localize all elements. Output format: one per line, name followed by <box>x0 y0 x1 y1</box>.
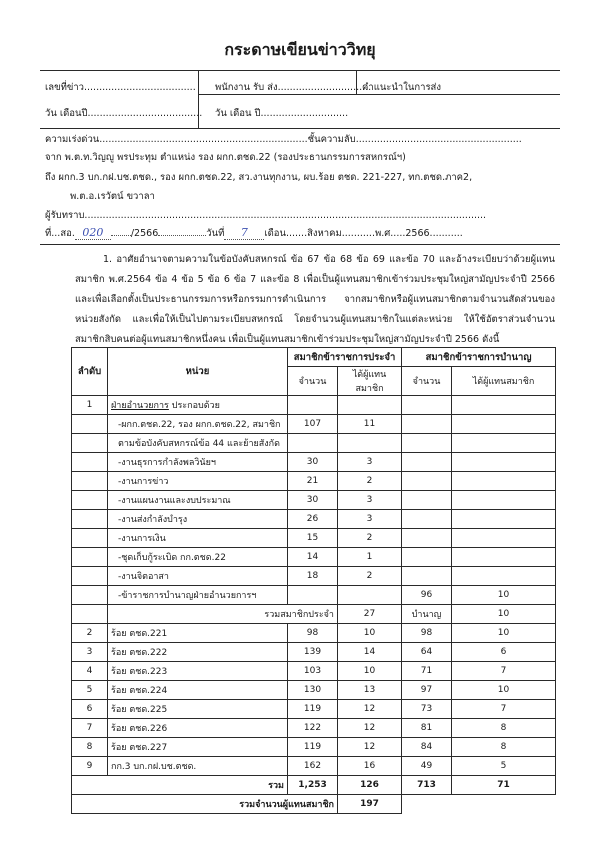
grand-total-row <box>72 795 556 814</box>
from-line: จาก พ.ต.ท.วิญญู พรประทุม ตำแหน่ง รอง ผกก.ตชด.22 (รองประธานกรรมการสหกรณ์ฯ) <box>45 152 406 163</box>
subtotal-reps: 27 <box>338 605 402 624</box>
to-line-continued: พ.ต.อ.เรวัตน์ ขวาลา <box>70 191 155 202</box>
row-unit: -ชุดเก็บกู้ระเบิด กก.ตชด.22 <box>108 548 288 567</box>
row-reps: 3 <box>338 491 402 510</box>
row-pension-reps: 5 <box>452 757 556 776</box>
table-row <box>72 681 556 700</box>
table-row <box>72 415 556 434</box>
row-count: 107 <box>288 415 338 434</box>
recipient-line: ผู้รับทราบ..................................................................................................................................... <box>45 210 487 221</box>
row-count: 130 <box>288 681 338 700</box>
row-count: 98 <box>288 624 338 643</box>
grand-total-value: 197 <box>338 795 402 814</box>
row-order: 7 <box>72 719 108 738</box>
col-unit-header: หน่วย <box>108 348 288 396</box>
row-unit: ร้อย ตชด.226 <box>108 719 288 738</box>
row-pension-reps <box>452 510 556 529</box>
date-label: วัน เดือนปี...................................... <box>45 108 203 119</box>
row-pension-count: 73 <box>402 700 452 719</box>
row-pension-count <box>402 415 452 434</box>
reference-rule <box>40 244 560 245</box>
header-bottom-rule <box>40 128 560 129</box>
row-order: 9 <box>72 757 108 776</box>
row-pension-count: 49 <box>402 757 452 776</box>
row-pension-count <box>402 472 452 491</box>
row-pension-reps <box>452 453 556 472</box>
reference-number: 020 <box>75 226 111 240</box>
row-count: 18 <box>288 567 338 586</box>
reference-year-be: พ.ศ.....2566........... <box>374 228 463 239</box>
row-pension-reps <box>452 491 556 510</box>
row-pension-reps <box>452 567 556 586</box>
row-pension-reps: 10 <box>452 681 556 700</box>
dotted-blank <box>111 235 131 236</box>
total-pension-count: 713 <box>402 776 452 795</box>
representatives-table <box>71 347 556 814</box>
table-row <box>72 491 556 510</box>
row-pension-count: 84 <box>402 738 452 757</box>
row-pension-count: 81 <box>402 719 452 738</box>
table-row <box>72 586 556 605</box>
row-count <box>288 434 338 453</box>
table-row <box>72 548 556 567</box>
row-order: 6 <box>72 700 108 719</box>
document-title: กระดาษเขียนข่าววิทยุ <box>224 40 376 59</box>
row-reps: 2 <box>338 529 402 548</box>
instruction-label: คำแนะนำในการส่ง <box>362 82 441 93</box>
row-pension-count <box>402 567 452 586</box>
row-unit: กก.3 บก.กฝ.บช.ตชด. <box>108 757 288 776</box>
row-reps: 12 <box>338 700 402 719</box>
row-order: 3 <box>72 643 108 662</box>
row-pension-reps <box>452 548 556 567</box>
row-reps: 2 <box>338 472 402 491</box>
row-unit: ร้อย ตชด.223 <box>108 662 288 681</box>
row-count <box>288 586 338 605</box>
reference-day-label: วันที่ <box>206 228 225 239</box>
body-paragraph <box>75 250 555 350</box>
subtotal-row <box>72 605 556 624</box>
group-title-suffix: ประกอบด้วย <box>168 401 220 411</box>
row-pension-count <box>402 510 452 529</box>
grand-total-label: รวมจำนวนผู้แทนสมาชิก <box>72 795 338 814</box>
row-pension-count: 71 <box>402 662 452 681</box>
row-order: 1 <box>72 396 108 415</box>
row-count: 103 <box>288 662 338 681</box>
row-reps: 2 <box>338 567 402 586</box>
table-row <box>72 472 556 491</box>
table-row <box>72 529 556 548</box>
row-unit: ร้อย ตชด.225 <box>108 700 288 719</box>
row-pension-reps: 7 <box>452 662 556 681</box>
row-reps: 12 <box>338 719 402 738</box>
row-count: 119 <box>288 738 338 757</box>
row-reps: 10 <box>338 662 402 681</box>
row-count: 15 <box>288 529 338 548</box>
row-pension-count <box>402 434 452 453</box>
row-pension-reps <box>452 415 556 434</box>
col-order-header: ลำดับ <box>72 348 108 396</box>
row-count: 14 <box>288 548 338 567</box>
row-unit: ร้อย ตชด.224 <box>108 681 288 700</box>
table-row <box>72 567 556 586</box>
total-pension-reps: 71 <box>452 776 556 795</box>
reference-line <box>45 226 463 241</box>
col-count-header: จำนวน <box>288 367 338 396</box>
row-unit: -ผกก.ตชด.22, รอง ผกก.ตชด.22, สมาชิก <box>108 415 288 434</box>
row-reps: 3 <box>338 510 402 529</box>
row-reps <box>338 586 402 605</box>
news-number-label: เลขที่ข่าว..................................... <box>45 82 196 93</box>
row-pension-count <box>402 529 452 548</box>
header-mid-rule <box>198 94 560 95</box>
total-reps: 126 <box>338 776 402 795</box>
table-row <box>72 396 556 415</box>
row-unit: ร้อย ตชด.221 <box>108 624 288 643</box>
row-unit: -งานการเงิน <box>108 529 288 548</box>
table-row <box>72 757 556 776</box>
col-reps-header: ได้ผู้แทนสมาชิก <box>452 367 556 396</box>
group-title-text: ฝ่ายอำนวยการ <box>111 401 169 411</box>
row-reps: 13 <box>338 681 402 700</box>
table-row <box>72 510 556 529</box>
row-unit: -งานธุรการกำลังพลวินัยฯ <box>108 453 288 472</box>
urgency-line: ความเร่งด่วน.....................................................................ชั้นความลับ....................................................... <box>45 134 522 145</box>
row-unit: -ข้าราชการบำนาญฝ่ายอำนวยการฯ <box>108 586 288 605</box>
row-pension-reps: 7 <box>452 700 556 719</box>
row-unit: -งานแผนงานและงบประมาณ <box>108 491 288 510</box>
group-title <box>108 396 288 415</box>
row-reps: 11 <box>338 415 402 434</box>
table-row <box>72 719 556 738</box>
row-order: 8 <box>72 738 108 757</box>
row-order: 2 <box>72 624 108 643</box>
dotted-blank <box>158 235 206 236</box>
row-order: 4 <box>72 662 108 681</box>
row-pension-count: 97 <box>402 681 452 700</box>
paragraph-text: 1. อาศัยอำนาจตามความในข้อบังคับสหกรณ์ ข้อ 67 ข้อ 68 ข้อ 69 และข้อ 70 และอ้างระเบียบว่าด้วยผู้แทนสมาชิก พ.ศ.2564 ข้อ 4 ข้อ 5 ข้อ 6 ข้อ 7 และข้อ 8 เพื่อเป็นผู้แทนสมาชิกเข้าร่วมประชุมใหญ่สามัญประจำปี 2566 และเพื่อเลือกตั้งเป็นประธานกรรมการหรือกรรมการดำเนินการ จากสมาชิกหรือผู้แทนสมาชิกตามจำนวนสัดส่วนของหน่วยสังกัด และเพื่อให้เป็นไปตามระเบียบสหกรณ์ โดยจำนวนผู้แทนสมาชิกในแต่ละหน่วย ให้ใช้อัตราส่วนจำนวนสมาชิกสิบคนต่อผู้แทนสมาชิกหนึ่งคน เพื่อเป็นผู้แทนสมาชิกเข้าร่วมประชุมใหญ่สามัญประจำปี 2566 ดังนี้ <box>75 254 555 345</box>
row-reps: 16 <box>338 757 402 776</box>
row-pension-reps: 10 <box>452 586 556 605</box>
reference-month: เดือน.......สิงหาคม........... <box>264 228 375 239</box>
row-order: 5 <box>72 681 108 700</box>
row-pension-reps <box>452 529 556 548</box>
row-pension-reps <box>452 472 556 491</box>
total-count: 1,253 <box>288 776 338 795</box>
row-unit: ร้อย ตชด.222 <box>108 643 288 662</box>
reference-prefix: ที่...สอ. <box>45 228 75 239</box>
row-pension-reps: 10 <box>452 624 556 643</box>
row-unit: -งานการข่าว <box>108 472 288 491</box>
row-reps: 1 <box>338 548 402 567</box>
row-pension-reps: 8 <box>452 719 556 738</box>
row-count: 26 <box>288 510 338 529</box>
header-divider <box>356 70 357 94</box>
row-reps: 12 <box>338 738 402 757</box>
table-row <box>72 453 556 472</box>
table-row <box>72 434 556 453</box>
row-count: 162 <box>288 757 338 776</box>
row-unit: -งานจิตอาสา <box>108 567 288 586</box>
row-pension-count <box>402 491 452 510</box>
officer-label: พนักงาน รับ ส่ง............................... <box>215 82 372 93</box>
subtotal-pension-reps: 10 <box>452 605 556 624</box>
total-row <box>72 776 556 795</box>
row-count: 139 <box>288 643 338 662</box>
row-pension-reps: 6 <box>452 643 556 662</box>
table-row <box>72 624 556 643</box>
row-pension-count: 64 <box>402 643 452 662</box>
table-row <box>72 700 556 719</box>
row-unit: ร้อย ตชด.227 <box>108 738 288 757</box>
row-reps: 3 <box>338 453 402 472</box>
row-count: 30 <box>288 491 338 510</box>
to-line: ถึง ผกก.3 บก.กฝ.บช.ตชด., รอง ผกก.ตชด.22, สว.งานทุกงาน, ผบ.ร้อย ตชด. 221-227, ทก.ตชด.ภาค2, <box>45 172 473 183</box>
col-count-header: จำนวน <box>402 367 452 396</box>
row-pension-reps <box>452 434 556 453</box>
row-pension-reps: 8 <box>452 738 556 757</box>
row-reps: 14 <box>338 643 402 662</box>
subtotal-label: รวมสมาชิกประจำ <box>108 605 338 624</box>
date-label: วัน เดือน ปี............................. <box>215 108 349 119</box>
row-count: 119 <box>288 700 338 719</box>
header-top-rule <box>40 70 560 71</box>
table-row <box>72 738 556 757</box>
table-row <box>72 643 556 662</box>
col-reps-header: ได้ผู้แทนสมาชิก <box>338 367 402 396</box>
row-pension-count <box>402 548 452 567</box>
row-unit: ตามข้อบังคับสหกรณ์ข้อ 44 และย้ายสังกัด <box>108 434 288 453</box>
reference-day: 7 <box>224 226 264 240</box>
row-unit: -งานส่งกำลังบำรุง <box>108 510 288 529</box>
row-reps <box>338 434 402 453</box>
table-row <box>72 662 556 681</box>
subtotal-pension-label: บำนาญ <box>402 605 452 624</box>
reference-year: /2566 <box>130 228 159 239</box>
col-regular-header: สมาชิกข้าราชการประจำ <box>288 348 402 367</box>
row-count: 122 <box>288 719 338 738</box>
total-label: รวม <box>72 776 288 795</box>
col-pension-header: สมาชิกข้าราชการบำนาญ <box>402 348 556 367</box>
row-pension-count: 96 <box>402 586 452 605</box>
row-reps: 10 <box>338 624 402 643</box>
row-count: 21 <box>288 472 338 491</box>
row-pension-count <box>402 453 452 472</box>
row-count: 30 <box>288 453 338 472</box>
row-pension-count: 98 <box>402 624 452 643</box>
